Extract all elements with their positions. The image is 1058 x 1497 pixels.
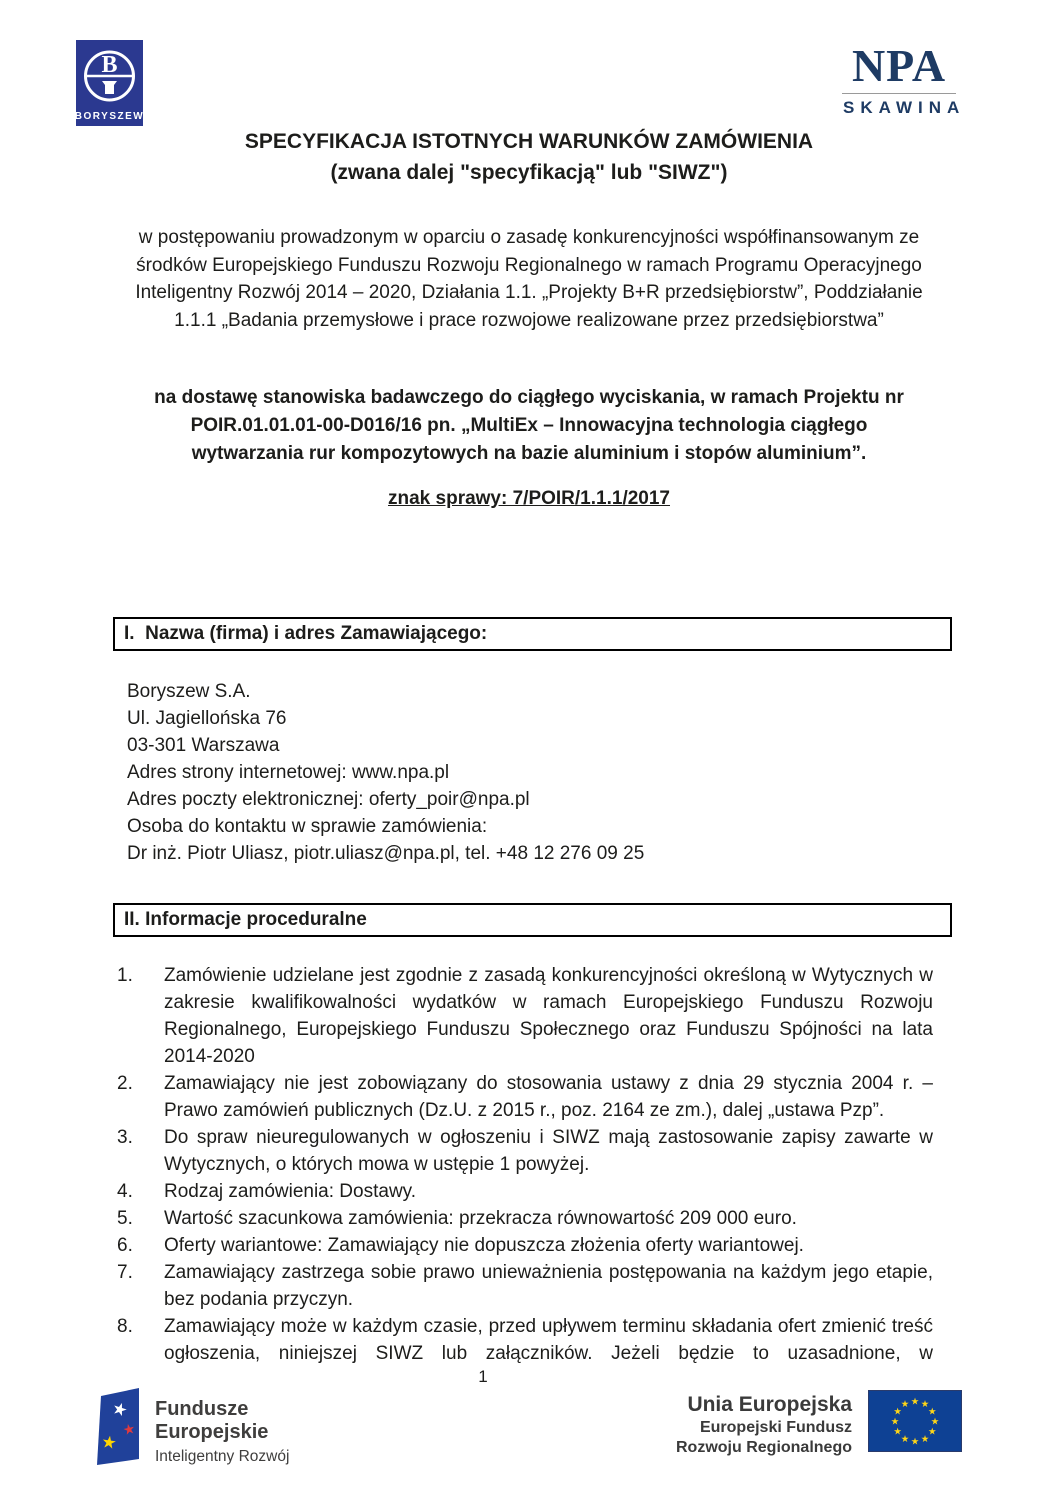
buyer-name: Boryszew S.A. [127, 681, 251, 702]
list-item-number: 3. [117, 1127, 133, 1148]
svg-text:★: ★ [910, 1396, 920, 1408]
buyer-contact-label: Osoba do kontaktu w sprawie zamówienia: [127, 816, 488, 837]
svg-text:★: ★ [900, 1433, 910, 1445]
buyer-contact-person: Dr inż. Piotr Uliasz, piotr.uliasz@npa.pl, tel. +48 12 276 09 25 [127, 843, 645, 864]
fe-title-line2: Europejskie [155, 1421, 269, 1443]
list-item-number: 5. [117, 1208, 133, 1229]
list-item-4 [117, 1178, 933, 1205]
eu-subtitle-line1: Europejski Fundusz [699, 1419, 852, 1436]
svg-text:★: ★ [893, 1406, 902, 1418]
list-item-number: 7. [117, 1262, 133, 1283]
list-item-text: Zamawiający nie jest zobowiązany do stosowania ustawy z dnia 29 stycznia 2004 r. – Prawo zamówień publicznych (Dz.U. z 2015 r., poz. 2164 ze zm.), dalej „ustawa Pzp”. [164, 1073, 933, 1121]
subject-paragraph: na dostawę stanowiska badawczego do ciągłego wyciskania, w ramach Projektu nr POIR.01.01.01-00-D016/16 pn. „MultiEx – Innowacyjna technologia ciągłego wytwarzania rur kompozytowych na bazie aluminium i stopów aluminium”. [154, 387, 904, 464]
svg-text:BORYSZEW: BORYSZEW [76, 111, 143, 122]
eu-title: Unia Europejska [687, 1393, 852, 1416]
svg-text:★: ★ [121, 1419, 137, 1439]
list-item-number: 8. [117, 1316, 133, 1337]
list-item-7 [117, 1259, 933, 1313]
list-item-8 [117, 1313, 933, 1367]
svg-text:★: ★ [920, 1433, 930, 1445]
list-item-text: Zamawiający zastrzega sobie prawo unieważnienia postępowania na każdym jego etapie, bez podania przyczyn. [164, 1262, 933, 1310]
npa-skawina-logo [838, 40, 966, 118]
fe-logo-text [155, 1387, 289, 1466]
svg-text:★: ★ [928, 1426, 937, 1438]
buyer-street: Ul. Jagiellońska 76 [127, 708, 287, 729]
svg-text:★: ★ [109, 1398, 131, 1421]
list-item-text: Wartość szacunkowa zamówienia: przekracza równowartość 209 000 euro. [164, 1208, 797, 1229]
npa-logo-subtitle: SKAWINA [843, 98, 966, 117]
document-title-line2: (zwana dalej "specyfikacją" lub "SIWZ") [330, 161, 728, 184]
buyer-address-block [127, 678, 644, 867]
section-1-heading: I. Nazwa (firma) i adres Zamawiającego: [113, 617, 952, 651]
list-item-text: Oferty wariantowe: Zamawiający nie dopuszcza złożenia oferty wariantowej. [164, 1235, 804, 1256]
eu-flag-icon [868, 1390, 962, 1457]
list-item-number: 1. [117, 965, 133, 986]
page-number: 1 [478, 1367, 488, 1386]
svg-text:★: ★ [930, 1416, 940, 1428]
list-item-1 [117, 962, 933, 1070]
document-title [115, 126, 943, 188]
buyer-website: Adres strony internetowej: www.npa.pl [127, 762, 450, 783]
procedural-list [117, 962, 933, 1367]
list-item-text: Do spraw nieuregulowanych w ogłoszeniu i SIWZ mają zastosowanie zapisy zawarte w Wytycznych, o których mowa w ustępie 1 powyżej. [164, 1127, 933, 1175]
document-title-line1: SPECYFIKACJA ISTOTNYCH WARUNKÓW ZAMÓWIENIA [244, 130, 814, 153]
npa-logo-divider [842, 93, 956, 94]
svg-text:★: ★ [100, 1432, 118, 1453]
list-item-text: Zamawiający może w każdym czasie, przed upływem terminu składania ofert zmienić treść ogłoszenia, niniejszej SIWZ lub załączników. Jeżeli będzie to uzasadnione, w [164, 1316, 933, 1364]
svg-text:B: B [101, 52, 118, 78]
buyer-email: Adres poczty elektronicznej: oferty_poir@npa.pl [127, 789, 530, 810]
section-2-heading: II. Informacje proceduralne [113, 903, 952, 937]
case-reference: znak sprawy: 7/POIR/1.1.1/2017 [388, 488, 670, 509]
fe-subtitle: Inteligentny Rozwój [155, 1448, 290, 1465]
svg-text:★: ★ [900, 1399, 910, 1411]
fundusze-europejskie-logo [95, 1387, 289, 1472]
eu-logo-text [676, 1390, 852, 1458]
list-item-5 [117, 1205, 933, 1232]
svg-text:★: ★ [890, 1416, 900, 1428]
list-item-3 [117, 1124, 933, 1178]
fe-flag-icon [95, 1387, 141, 1472]
eu-subtitle-line2: Rozwoju Regionalnego [676, 1439, 852, 1456]
svg-text:★: ★ [893, 1426, 902, 1438]
list-item-number: 4. [117, 1181, 133, 1202]
svg-text:★: ★ [928, 1406, 937, 1418]
list-item-number: 6. [117, 1235, 133, 1256]
boryszew-logo-icon [76, 40, 143, 126]
npa-logo-text: NPA [851, 40, 947, 91]
unia-europejska-logo [600, 1390, 962, 1458]
intro-paragraph: w postępowaniu prowadzonym w oparciu o zasadę konkurencyjności współfinansowanym ze środków Europejskiego Funduszu Rozwoju Regionalnego w ramach Programu Operacyjnego Inteligentny Rozwój 2014 – 2020, Działania 1.1. „Projekty B+R przedsiębiorstw”, Poddziałanie 1.1.1 „Badania przemysłowe i prace rozwojowe realizowane przez przedsiębiorstwa” [135, 227, 923, 331]
list-item-text: Zamówienie udzielane jest zgodnie z zasadą konkurencyjności określoną w Wytycznych w zakresie kwalifikowalności wydatków w ramach Europejskiego Funduszu Rozwoju Regionalnego, Europejskiego Funduszu Społecznego oraz Funduszu Spójności na lata 2014-2020 [164, 965, 933, 1067]
list-item-text: Rodzaj zamówienia: Dostawy. [164, 1181, 417, 1202]
svg-text:★: ★ [920, 1399, 930, 1411]
list-item-2 [117, 1070, 933, 1124]
svg-text:★: ★ [910, 1436, 920, 1448]
fe-title-line1: Fundusze [155, 1398, 249, 1420]
list-item-6 [117, 1232, 933, 1259]
list-item-number: 2. [117, 1073, 133, 1094]
buyer-city: 03-301 Warszawa [127, 735, 280, 756]
